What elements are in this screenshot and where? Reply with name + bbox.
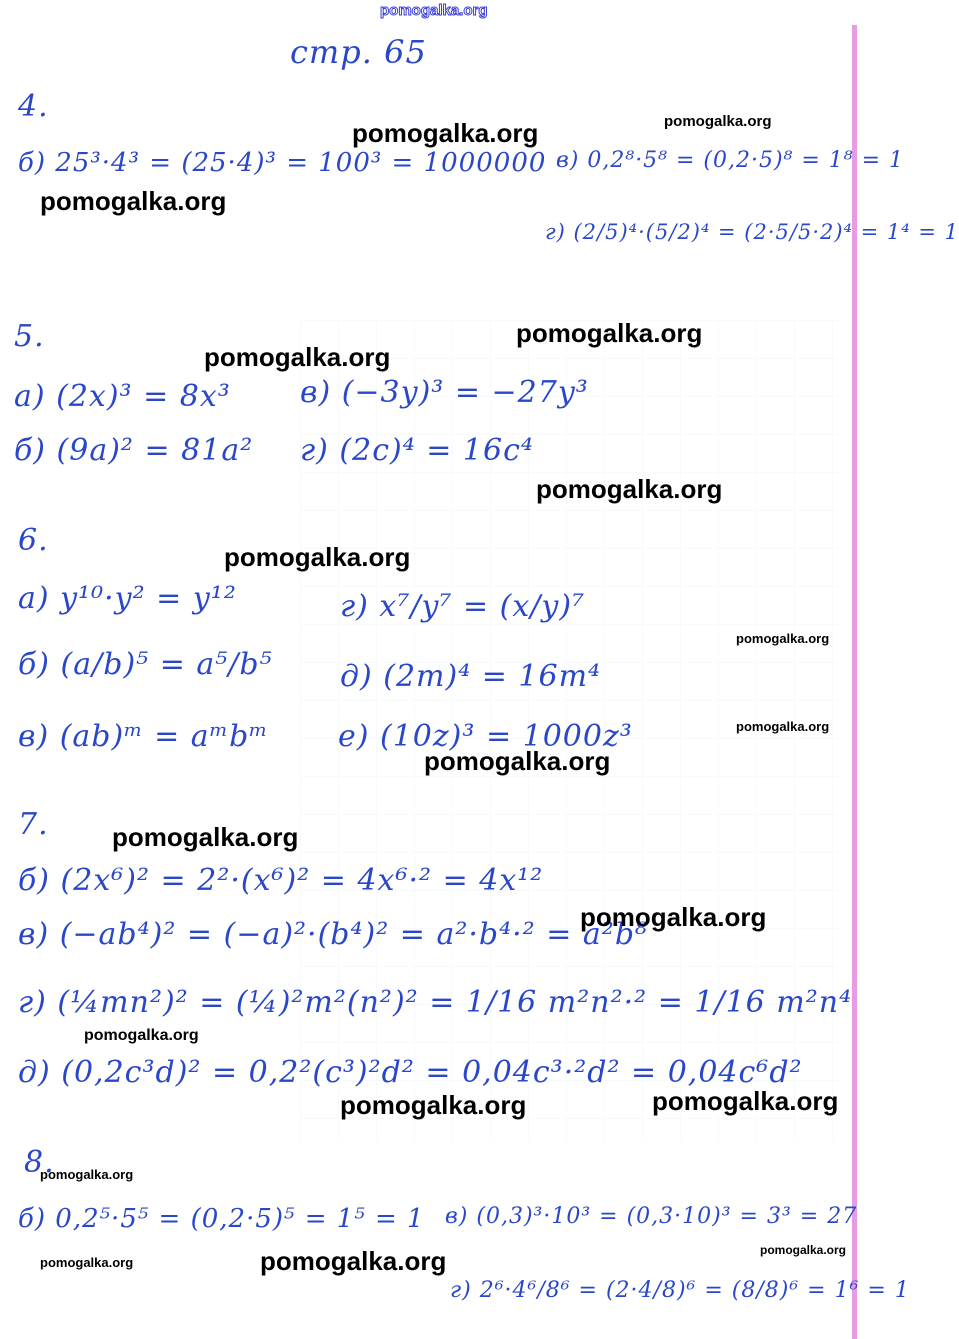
task-6-d: д) (2m)⁴ = 16m⁴ xyxy=(340,659,602,694)
watermark: pomogalka.org xyxy=(40,186,227,216)
watermark: pomogalka.org xyxy=(516,318,703,348)
watermark: pomogalka.org xyxy=(40,1255,134,1270)
watermark: pomogalka.org xyxy=(580,902,767,932)
watermark-top: pomogalka.org xyxy=(380,2,488,19)
task-6-number: 6. xyxy=(18,523,49,558)
watermark: pomogalka.org xyxy=(40,1167,134,1182)
task-6-a: а) y¹⁰·y² = y¹² xyxy=(18,581,237,616)
task-4-v: в) 0,2⁸·5⁸ = (0,2·5)⁸ = 1⁸ = 1 xyxy=(556,148,905,173)
task-4-g: г) (2/5)⁴·(5/2)⁴ = (2·5/5·2)⁴ = 1⁴ = 1 xyxy=(545,220,959,244)
watermark: pomogalka.org xyxy=(736,719,830,734)
task-7-d: д) (0,2c³d)² = 0,2²(c³)²d² = 0,04c³·²d² = 0,04c⁶d² xyxy=(18,1055,803,1090)
task-8-b: б) 0,2⁵·5⁵ = (0,2·5)⁵ = 1⁵ = 1 xyxy=(18,1204,425,1234)
watermark: pomogalka.org xyxy=(760,1243,847,1257)
task-6-e: е) (10z)³ = 1000z³ xyxy=(338,719,633,754)
task-7-b: б) (2x⁶)² = 2²·(x⁶)² = 4x⁶·² = 4x¹² xyxy=(18,863,544,898)
watermark: pomogalka.org xyxy=(204,342,391,372)
task-7-number: 7. xyxy=(18,807,49,842)
watermark: pomogalka.org xyxy=(652,1086,839,1116)
task-6-v: в) (ab)ᵐ = aᵐbᵐ xyxy=(18,719,269,754)
watermark: pomogalka.org xyxy=(112,822,299,852)
task-4-number: 4. xyxy=(18,89,49,124)
task-8-number: 8. xyxy=(24,1145,55,1180)
task-5-g: г) (2c)⁴ = 16c⁴ xyxy=(300,433,534,468)
task-6-b: б) (a/b)⁵ = a⁵/b⁵ xyxy=(18,647,273,682)
watermark: pomogalka.org xyxy=(736,631,830,646)
watermark: pomogalka.org xyxy=(664,113,772,130)
watermark: pomogalka.org xyxy=(260,1246,447,1276)
watermark: pomogalka.org xyxy=(352,118,539,148)
task-7-v: в) (−ab⁴)² = (−a)²·(b⁴)² = a²·b⁴·² = a²b⁸ xyxy=(18,917,649,952)
watermark: pomogalka.org xyxy=(424,746,611,776)
task-4-b: б) 25³·4³ = (25·4)³ = 100³ = 1000000 xyxy=(18,148,547,178)
watermark: pomogalka.org xyxy=(84,1027,199,1044)
task-5-number: 5. xyxy=(14,319,45,354)
task-5-a: а) (2x)³ = 8x³ xyxy=(14,379,231,414)
watermark: pomogalka.org xyxy=(224,542,411,572)
watermark: pomogalka.org xyxy=(536,474,723,504)
watermark: pomogalka.org xyxy=(340,1090,527,1120)
task-5-v: в) (−3y)³ = −27y³ xyxy=(300,375,589,410)
task-5-b: б) (9a)² = 81a² xyxy=(14,433,254,468)
task-7-g: г) (¼mn²)² = (¼)²m²(n²)² = 1/16 m²n²·² = 1/16 m²n⁴ xyxy=(18,985,853,1020)
task-8-v: в) (0,3)³·10³ = (0,3·10)³ = 3³ = 27 xyxy=(445,1204,858,1229)
task-8-g: г) 2⁶·4⁶/8⁶ = (2·4/8)⁶ = (8/8)⁶ = 1⁶ = 1 xyxy=(450,1278,910,1303)
page-reference: стр. 65 xyxy=(290,33,427,71)
task-6-g: г) x⁷/y⁷ = (x/y)⁷ xyxy=(340,589,586,624)
